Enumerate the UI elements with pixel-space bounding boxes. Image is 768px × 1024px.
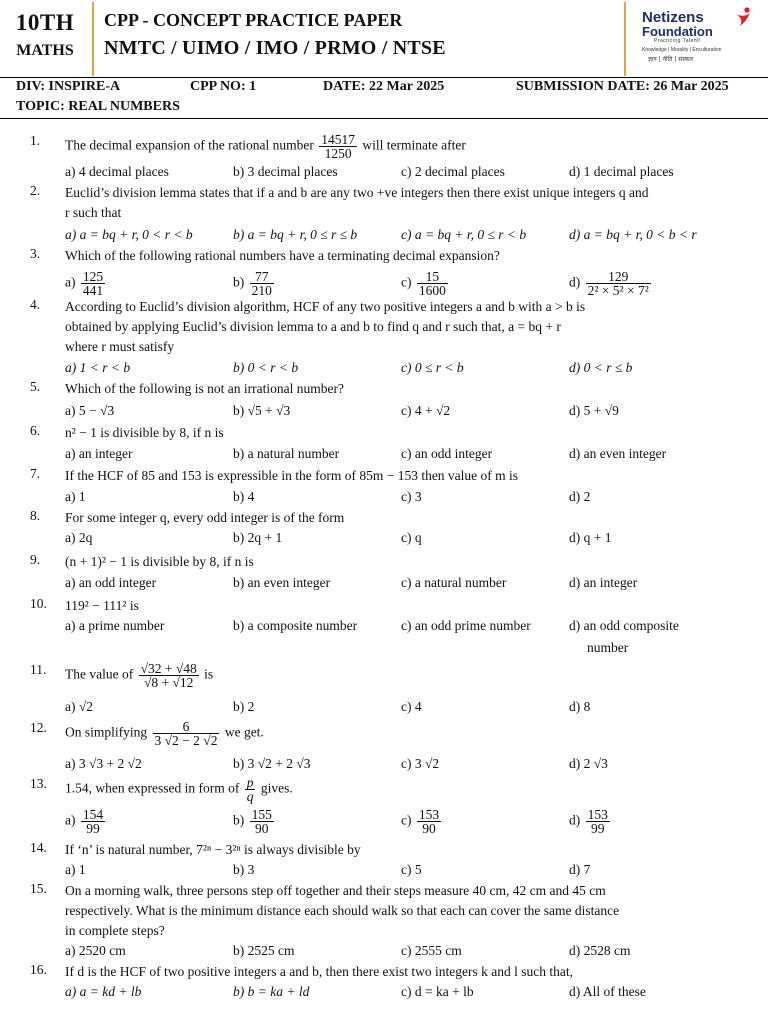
question-text: Which of the following rational numbers have a terminating decimal expansion?	[65, 248, 500, 263]
option-d[interactable]: d) 2528 cm	[569, 943, 631, 958]
topic-label: TOPIC: REAL NUMBERS	[16, 99, 180, 114]
question-number: 1.	[30, 133, 41, 148]
option-a[interactable]: a) 1 < r < b	[65, 360, 131, 375]
question-number: 5.	[30, 379, 41, 394]
option-b[interactable]: b) 3 decimal places	[233, 164, 338, 179]
option-a[interactable]: a) 5 − √3	[65, 403, 115, 418]
question-number: 15.	[30, 881, 47, 896]
options	[65, 982, 755, 1002]
question-number: 7.	[30, 466, 41, 481]
option-d[interactable]: d) 0 < r ≤ b	[569, 360, 633, 375]
netizens-logo	[636, 4, 764, 74]
question-text: The value of $\frac{√32 + √48}{√8 + √12}$ is	[65, 661, 214, 690]
options	[65, 358, 755, 378]
option-b[interactable]: b) a natural number	[233, 446, 340, 461]
option-a[interactable]: a) an odd integer	[65, 575, 157, 590]
info-rule	[0, 118, 768, 119]
option-b[interactable]: b) an even integer	[233, 575, 331, 590]
options	[65, 401, 755, 421]
option-d[interactable]: d) q + 1	[569, 530, 612, 545]
grade-block	[0, 0, 90, 76]
option-d[interactable]: d) $\frac{153}{99}$	[569, 807, 608, 836]
options	[65, 808, 755, 836]
question-text: If the HCF of 85 and 153 is expressible in the form of 85m − 153 then value of m is	[65, 468, 519, 483]
question-number: 3.	[30, 246, 41, 261]
question-text: Which of the following is not an irrational number?	[65, 381, 344, 396]
question-text: On a morning walk, three persons step off together and their steps measure 40 cm, 42 cm and 45 cm	[65, 883, 606, 898]
options	[65, 573, 755, 593]
cpp-number: CPP NO: 1	[190, 79, 257, 94]
option-b[interactable]: b) 0 < r < b	[233, 360, 299, 375]
option-b[interactable]: b) a = bq + r, 0 ≤ r ≤ b	[233, 227, 358, 242]
option-a[interactable]: a) 1	[65, 489, 86, 504]
question-text: 1.54, when expressed in form of $\frac{p}{q}$ gives.	[65, 775, 293, 804]
option-b[interactable]: b) $\frac{77}{210}$	[233, 269, 272, 298]
option-c[interactable]: c) $\frac{153}{90}$	[401, 807, 440, 836]
fraction: $\frac{14517}{1250}$	[321, 132, 356, 161]
option-a[interactable]: a) 2520 cm	[65, 943, 126, 958]
question-text: If ‘n’ is natural number, 7²ⁿ − 3²ⁿ is always divisible by	[65, 842, 361, 857]
question-number: 16.	[30, 962, 47, 977]
option-c[interactable]: c) 4	[401, 699, 422, 714]
grade-label: 10TH	[15, 10, 75, 35]
options	[65, 162, 755, 182]
option-a[interactable]: a) a = kd + lb	[65, 984, 142, 999]
options	[65, 941, 755, 961]
option-a[interactable]: a) 1	[65, 862, 86, 877]
option-d[interactable]: d) 8	[569, 699, 591, 714]
question-number: 4.	[30, 297, 41, 312]
option-b[interactable]: b) $\frac{155}{90}$	[233, 807, 272, 836]
options	[65, 270, 755, 298]
option-a[interactable]: a) $\frac{154}{99}$	[65, 807, 104, 836]
option-c[interactable]: c) 4 + √2	[401, 403, 451, 418]
question-text: If d is the HCF of two positive integers a and b, then there exist two integers k and l such that,	[65, 964, 574, 979]
question-number: 8.	[30, 508, 41, 523]
question-text: The decimal expansion of the rational number $\frac{14517}{1250}$ will terminate after	[65, 132, 466, 161]
option-b[interactable]: b) 3 √2 + 2 √3	[233, 756, 311, 771]
option-c[interactable]: c) q	[401, 530, 422, 545]
options	[65, 225, 755, 245]
options	[65, 754, 755, 774]
question-text: n² − 1 is divisible by 8, if n is	[65, 425, 224, 440]
option-b[interactable]: b) 2q + 1	[233, 530, 283, 545]
question-number: 2.	[30, 183, 41, 198]
options	[65, 487, 755, 507]
header-divider	[624, 2, 626, 76]
question-number: 6.	[30, 423, 41, 438]
option-b[interactable]: b) a composite number	[233, 618, 358, 633]
options	[65, 616, 755, 658]
option-a[interactable]: a) 3 √3 + 2 √2	[65, 756, 142, 771]
option-c[interactable]: c) 2 decimal places	[401, 164, 505, 179]
issue-date: DATE: 22 Mar 2025	[323, 79, 445, 94]
option-b[interactable]: b) 4	[233, 489, 255, 504]
option-b[interactable]: b) b = ka + ld	[233, 984, 310, 999]
options	[65, 444, 755, 464]
option-b[interactable]: b) 3	[233, 862, 255, 877]
option-d[interactable]: d) an even integer	[569, 446, 667, 461]
option-c[interactable]: c) 3	[401, 489, 422, 504]
question-text: According to Euclid’s division algorithm, HCF of any two positive integers a and b with a > b is	[65, 299, 586, 314]
option-d[interactable]: d) 2 √3	[569, 756, 608, 771]
question-text: On simplifying $\frac{6}{3 √2 - 2 √2}$ we get.	[65, 719, 264, 748]
option-d[interactable]: d) an integer	[569, 575, 638, 590]
logo-name: Netizens	[642, 9, 704, 26]
logo-values-hindi: ज्ञान | नीति | संस्कार	[648, 56, 694, 63]
exam-list: NMTC / UIMO / IMO / PRMO / NTSE	[104, 37, 446, 59]
logo-values: Knowledge | Morality | Enculturation	[642, 47, 722, 53]
options	[65, 528, 755, 548]
header-divider	[92, 2, 94, 76]
paper-header	[0, 0, 768, 78]
logo-name-2: Foundation	[642, 24, 713, 39]
option-c[interactable]: c) d = ka + lb	[401, 984, 474, 999]
fraction: $\frac{√32 + √48}{√8 + √12}$	[140, 661, 197, 690]
option-c[interactable]: c) a = bq + r, 0 ≤ r < b	[401, 227, 527, 242]
option-a[interactable]: a) a = bq + r, 0 < r < b	[65, 227, 193, 242]
question-number: 12.	[30, 720, 47, 735]
option-c[interactable]: c) an odd integer	[401, 446, 493, 461]
question-text-cont: obtained by applying Euclid’s division lemma to a and b to find q and r such that, a = bq + r	[65, 319, 561, 334]
option-d[interactable]: d) a = bq + r, 0 < b < r	[569, 227, 697, 242]
option-d[interactable]: d) 1 decimal places	[569, 164, 674, 179]
paper-title: CPP - CONCEPT PRACTICE PAPER	[104, 10, 403, 30]
question-number: 13.	[30, 776, 47, 791]
question-text-cont: where r must satisfy	[65, 339, 175, 354]
option-d-cont: number	[587, 640, 629, 655]
option-a[interactable]: a) $\frac{125}{441}$	[65, 269, 104, 298]
logo-tagline: Practicing Talent!	[654, 38, 701, 44]
header-rule	[0, 77, 768, 78]
question-text: For some integer q, every odd integer is of the form	[65, 510, 345, 525]
option-c[interactable]: c) a natural number	[401, 575, 507, 590]
option-c[interactable]: c) 2555 cm	[401, 943, 462, 958]
title-block	[104, 10, 619, 60]
subject-label: MATHS	[16, 42, 74, 59]
option-a[interactable]: a) 4 decimal places	[65, 164, 169, 179]
question-text: Euclid’s division lemma states that if a and b are any two +ve integers then there exist unique integers q and	[65, 185, 649, 200]
option-d[interactable]: d) $\frac{129}{\text{2² × 5² × 7²}}$	[569, 269, 649, 298]
option-d[interactable]: d) All of these	[569, 984, 646, 999]
question-text-cont: respectively. What is the minimum distance each should walk so that each can cover the same distance	[65, 903, 620, 918]
division-label: DIV: INSPIRE-A	[16, 79, 121, 94]
option-c[interactable]: c) 3 √2	[401, 756, 440, 771]
option-c[interactable]: c) 0 ≤ r < b	[401, 360, 464, 375]
option-d[interactable]: d) 5 + √9	[569, 403, 619, 418]
option-c[interactable]: c) an odd prime number	[401, 618, 531, 633]
question-text: 119² − 111² is	[65, 598, 139, 613]
option-d[interactable]: d) 2	[569, 489, 591, 504]
option-d[interactable]: d) an odd composite	[569, 618, 679, 633]
option-b[interactable]: b) 2	[233, 699, 255, 714]
option-d[interactable]: d) 7	[569, 862, 591, 877]
question-text-cont: r such that	[65, 205, 122, 220]
submission-date: SUBMISSION DATE: 26 Mar 2025	[516, 79, 729, 94]
option-c[interactable]: c) $\frac{15}{1600}$	[401, 269, 446, 298]
option-c[interactable]: c) 5	[401, 862, 422, 877]
question-number: 9.	[30, 552, 41, 567]
question-number: 14.	[30, 840, 47, 855]
options	[65, 860, 755, 880]
fraction: $\frac{6}{3 √2 - 2 √2}$	[154, 719, 218, 748]
fraction: $\frac{p}{q}$	[246, 775, 254, 804]
question-number: 10.	[30, 596, 47, 611]
option-b[interactable]: b) √5 + √3	[233, 403, 291, 418]
option-a[interactable]: a) √2	[65, 699, 94, 714]
logo-figure-icon	[734, 6, 752, 28]
options	[65, 697, 755, 717]
option-a[interactable]: a) an integer	[65, 446, 133, 461]
question-number: 11.	[30, 662, 47, 677]
option-a[interactable]: a) a prime number	[65, 618, 165, 633]
option-a[interactable]: a) 2q	[65, 530, 93, 545]
option-b[interactable]: b) 2525 cm	[233, 943, 295, 958]
question-text-cont: in complete steps?	[65, 923, 165, 938]
question-text: (n + 1)² − 1 is divisible by 8, if n is	[65, 554, 254, 569]
